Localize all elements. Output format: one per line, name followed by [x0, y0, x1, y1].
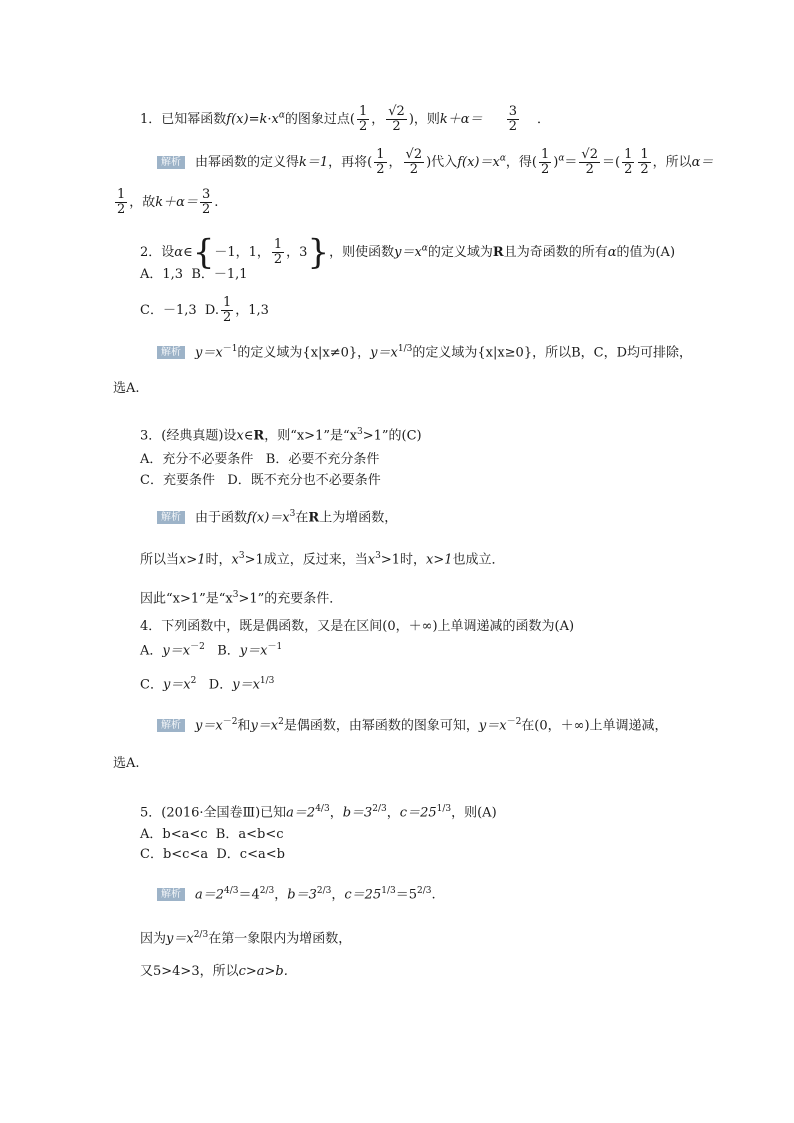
q2-set-a: －1，1， — [214, 245, 270, 260]
a2-f1: y＝x — [195, 345, 223, 361]
a5-l3b: c>a>b. — [238, 964, 288, 979]
q1-lead: 1．已知幂函数 — [140, 112, 227, 127]
q4-c-fn: y＝x — [162, 677, 191, 693]
q5-a: a＝2 — [286, 805, 316, 821]
q4-option-a: A． — [140, 643, 163, 659]
a5-eq: ＝4 — [238, 887, 260, 903]
q2-optd-frac: $\frac{1}{2}$ — [222, 295, 232, 325]
q1-answer: $\frac{3}{2}$ — [508, 104, 517, 134]
q2-alpha2: α — [607, 245, 617, 260]
a4-t4: 选A. — [113, 756, 140, 771]
a4-e2: 2 — [278, 717, 284, 727]
q2-option-b: B．－1,1 — [191, 267, 248, 282]
a5-ae2: 2/3 — [259, 886, 275, 896]
analysis-tag: 解析 — [157, 888, 185, 901]
q1-exp: α — [278, 110, 285, 121]
q5-line — [140, 800, 497, 822]
a1-text6: ，所以 — [652, 155, 692, 170]
a1-line2 — [113, 188, 218, 217]
q5-lead: 5．(2016·全国卷Ⅲ)已知 — [140, 805, 287, 821]
a3-l2f: >1成立，反过来，当 — [244, 552, 368, 568]
a5-l2e: 2/3 — [193, 930, 209, 940]
q1-fx: f(x)=k·x — [226, 112, 279, 127]
q4-options-cd — [140, 672, 274, 694]
a3-line1 — [157, 505, 397, 527]
a3-l2k: 也成立． — [452, 552, 505, 568]
q2-set-b: ，3 — [286, 245, 308, 260]
q2-option-c: C．－1,3 — [140, 303, 197, 318]
a3-line3 — [140, 586, 342, 608]
a4-t3: 在(0，＋∞)上单调递减， — [521, 718, 668, 734]
a3-exp: 3 — [289, 509, 296, 519]
a4-line1 — [157, 713, 668, 735]
a1-frac-h: $\frac{1}{2}$ — [540, 147, 550, 177]
a1-alpha-eq: α＝ — [691, 155, 714, 170]
q2-exp: α — [421, 243, 428, 254]
a3-l3b: 3 — [232, 590, 239, 600]
q3-options-ab — [140, 451, 379, 469]
a5-l2c: 在第一象限内为增函数， — [208, 931, 352, 947]
a3-line2 — [140, 547, 505, 569]
a3-l2d: x — [231, 552, 239, 568]
q1-expr: k＋α＝ — [439, 112, 483, 127]
a4-line2 — [113, 755, 140, 773]
q4-a-fn: y＝x — [162, 643, 191, 659]
q2-text4: 的值为(A) — [616, 245, 676, 260]
q4-line — [140, 618, 574, 636]
a3-l3a: 因此“x>1”是“x — [140, 591, 233, 607]
q5-options-cd — [140, 846, 285, 864]
a2-t1: 的定义域为{x|x≠0}， — [237, 345, 371, 361]
a1-frac-p: $\frac{1}{2}$ — [376, 147, 385, 177]
q4-option-b: B． — [217, 643, 240, 659]
q3-tail: >1”的(C) — [362, 428, 422, 444]
analysis-tag: 解析 — [157, 156, 185, 169]
a1-text4: ，得( — [505, 155, 537, 170]
q3-option-d: D．既不充分也不必要条件 — [227, 473, 381, 488]
analysis-tag: 解析 — [157, 719, 185, 732]
q2-fn: y＝x — [394, 245, 422, 260]
a4-e3: －2 — [506, 717, 522, 727]
q5-s1: ， — [329, 805, 343, 821]
q2-R: R — [492, 245, 504, 260]
q1-pt-x: $\frac{1}{2}$ — [358, 104, 368, 134]
q2-text3: 且为奇函数的所有 — [503, 245, 608, 260]
q4-d-exp: 1/3 — [259, 676, 275, 686]
a3-fx: f(x)＝x — [247, 510, 290, 526]
a2-f2: y＝x — [370, 345, 398, 361]
q5-ce: 1/3 — [436, 804, 452, 814]
a3-l3c: >1”的充要条件． — [238, 591, 343, 607]
q5-option-d: D．c<a<b — [216, 847, 285, 862]
a1-exp: α — [499, 153, 506, 164]
a2-line2 — [113, 380, 140, 398]
a1-k1: k＝1 — [299, 155, 329, 170]
a5-s2: ， — [331, 887, 345, 903]
q3-text: ，则“x>1”是“x — [264, 428, 357, 444]
a1-text7: ，故 — [129, 195, 156, 210]
q3-R: R — [253, 428, 265, 444]
a5-l2a: 因为 — [140, 931, 167, 947]
q4-options-ab — [140, 638, 282, 660]
q1-sep: ， — [371, 112, 385, 127]
analysis-tag: 解析 — [157, 346, 185, 359]
a4-f2: y＝x — [250, 718, 279, 734]
a5-ce: 1/3 — [381, 886, 396, 896]
q2-set-frac: $\frac{1}{2}$ — [273, 237, 283, 267]
q3-option-b: B．必要不充分条件 — [265, 452, 380, 467]
q2-text2: 的定义域为 — [427, 245, 493, 260]
a4-t1: 和 — [237, 718, 251, 734]
q4-c-exp: 2 — [190, 676, 197, 686]
a4-t2: 是偶函数，由幂函数的图象可知， — [283, 718, 479, 734]
q2-optd-tail: ，1,3 — [235, 303, 269, 318]
a5-ce2: 2/3 — [416, 886, 432, 896]
a3-l2i: >1时， — [380, 552, 427, 568]
q4-d-fn: y＝x — [232, 677, 260, 693]
a5-s1: ， — [274, 887, 288, 903]
a4-f3: y＝x — [478, 718, 507, 734]
a1-frac-s: $\frac{1}{2}$ — [624, 147, 633, 177]
q5-b: b＝3 — [342, 805, 373, 821]
q1-mid: 的图象过点( — [284, 112, 355, 127]
q3-exp: 3 — [356, 427, 363, 437]
q3-option-a: A．充分不必要条件 — [140, 452, 254, 467]
a1-text2: ，再将( — [328, 155, 373, 170]
a1-fx: f(x)＝x — [457, 155, 500, 170]
a2-e2: 1/3 — [397, 344, 413, 354]
q5-be: 2/3 — [372, 804, 387, 814]
a3-l2c: 时， — [205, 552, 232, 568]
q3-lead: 3．(经典真题)设 — [140, 428, 237, 444]
a3-l2g: x — [367, 552, 376, 568]
a1-eq1: ＝ — [564, 155, 578, 170]
q4-lead: 4．下列函数中，既是偶函数，又是在区间(0，＋∞)上单调递减的函数为(A) — [140, 619, 575, 634]
q4-option-d: D． — [208, 677, 233, 693]
q5-c: c＝25 — [399, 805, 437, 821]
q5-options-ab — [140, 826, 284, 844]
a1-frac-r: $\frac{√2}{2}$ — [581, 147, 598, 177]
q3-x: x∈ — [236, 428, 254, 444]
a4-e1: －2 — [222, 717, 238, 727]
q5-s2: ， — [386, 805, 400, 821]
q3-line — [140, 423, 422, 445]
analysis-tag: 解析 — [157, 511, 185, 524]
a3-t3: 上为增函数， — [319, 510, 398, 526]
q5-tail: ，则(A) — [451, 805, 497, 821]
q4-b-fn: y＝x — [239, 643, 268, 659]
a3-l2e: 3 — [238, 551, 245, 561]
right-brace-icon: } — [307, 232, 330, 273]
a1-frac-q: $\frac{√2}{2}$ — [405, 147, 423, 177]
q4-b-exp: －1 — [267, 642, 283, 652]
a1-text3: )代入 — [426, 155, 458, 170]
a1-end: . — [214, 195, 219, 210]
a5-be: 2/3 — [316, 886, 332, 896]
q1-tail: )，则 — [408, 112, 440, 127]
a5-line3 — [140, 963, 288, 981]
q1-pt-y: $\frac{√2}{2}$ — [388, 104, 405, 134]
a2-line1 — [157, 340, 692, 362]
a5-a: a＝2 — [195, 887, 225, 903]
a3-l2j: x>1 — [426, 552, 453, 568]
q2-lead: 2．设 — [140, 245, 175, 260]
q3-options-cd — [140, 472, 381, 490]
a1-psep: ， — [388, 155, 402, 170]
a3-R: R — [308, 510, 320, 526]
q2-option-a: A．1,3 — [140, 267, 184, 282]
q2-options-ab — [140, 266, 248, 284]
q5-option-b: B．a<b<c — [215, 827, 284, 842]
a5-b: b＝3 — [287, 887, 317, 903]
q2-option-d: D. — [204, 303, 219, 318]
a1-frac-line2: $\frac{1}{2}$ — [117, 187, 126, 217]
a3-l2h: 3 — [375, 551, 381, 561]
q5-option-c: C．b<c<a — [140, 847, 209, 862]
a5-line1 — [157, 882, 436, 904]
a3-l2a: 所以当 — [140, 552, 180, 568]
q2-line — [140, 232, 676, 273]
a1-eq2: ＝( — [601, 155, 621, 170]
a5-l2b: y＝x — [166, 931, 194, 947]
a2-t2: 的定义域为{x|x≥0}，所以B，C，D均可排除， — [412, 345, 693, 361]
q1-line — [140, 105, 550, 134]
a5-line2 — [140, 926, 351, 948]
a1-frac-final: $\frac{3}{2}$ — [201, 187, 211, 217]
q5-ae: 4/3 — [315, 804, 330, 814]
left-brace-icon: { — [192, 232, 215, 273]
a5-ae: 4/3 — [224, 886, 239, 896]
a5-end: . — [431, 887, 436, 903]
a1-text1: 由幂函数的定义得 — [195, 155, 300, 170]
a3-t1: 由于函数 — [195, 510, 248, 526]
a1-frac-t: $\frac{1}{2}$ — [640, 147, 649, 177]
q1-end: ． — [537, 112, 551, 127]
a1-line1: 解析 由幂函数的定义得k＝1，再将( $\frac{1}{2}$ ， $\frac{√2}{2}$ )代入$f(x)=x^\alpha$，得( $\frac{1}{2}$ )$^\alpha$＝ $\frac{√2}{2}$ ＝( $\frac{1}{2}$ $\frac{1}{2}$ ，所以α＝ — [157, 148, 713, 177]
q2-options-cd — [140, 296, 269, 325]
q4-option-c: C． — [140, 677, 163, 693]
a5-l3a: 又5>4>3，所以 — [140, 964, 239, 979]
a3-t2: 在 — [295, 510, 309, 526]
q5-option-a: A．b<a<c — [140, 827, 208, 842]
a4-f1: y＝x — [195, 718, 223, 734]
q2-alpha: α∈ — [174, 245, 193, 260]
a3-l2b: x>1 — [179, 552, 206, 568]
a2-t3: 选A. — [113, 381, 140, 396]
q4-a-exp: －2 — [190, 642, 205, 652]
a2-e1: －1 — [222, 344, 238, 354]
q2-text1: ，则使函数 — [329, 245, 395, 260]
a1-text5: ) — [553, 155, 559, 170]
a5-eq2: ＝5 — [395, 887, 417, 903]
a1-sum: k＋α＝ — [155, 195, 198, 210]
q3-option-c: C．充要条件 — [140, 473, 215, 488]
a5-c: c＝25 — [344, 887, 382, 903]
